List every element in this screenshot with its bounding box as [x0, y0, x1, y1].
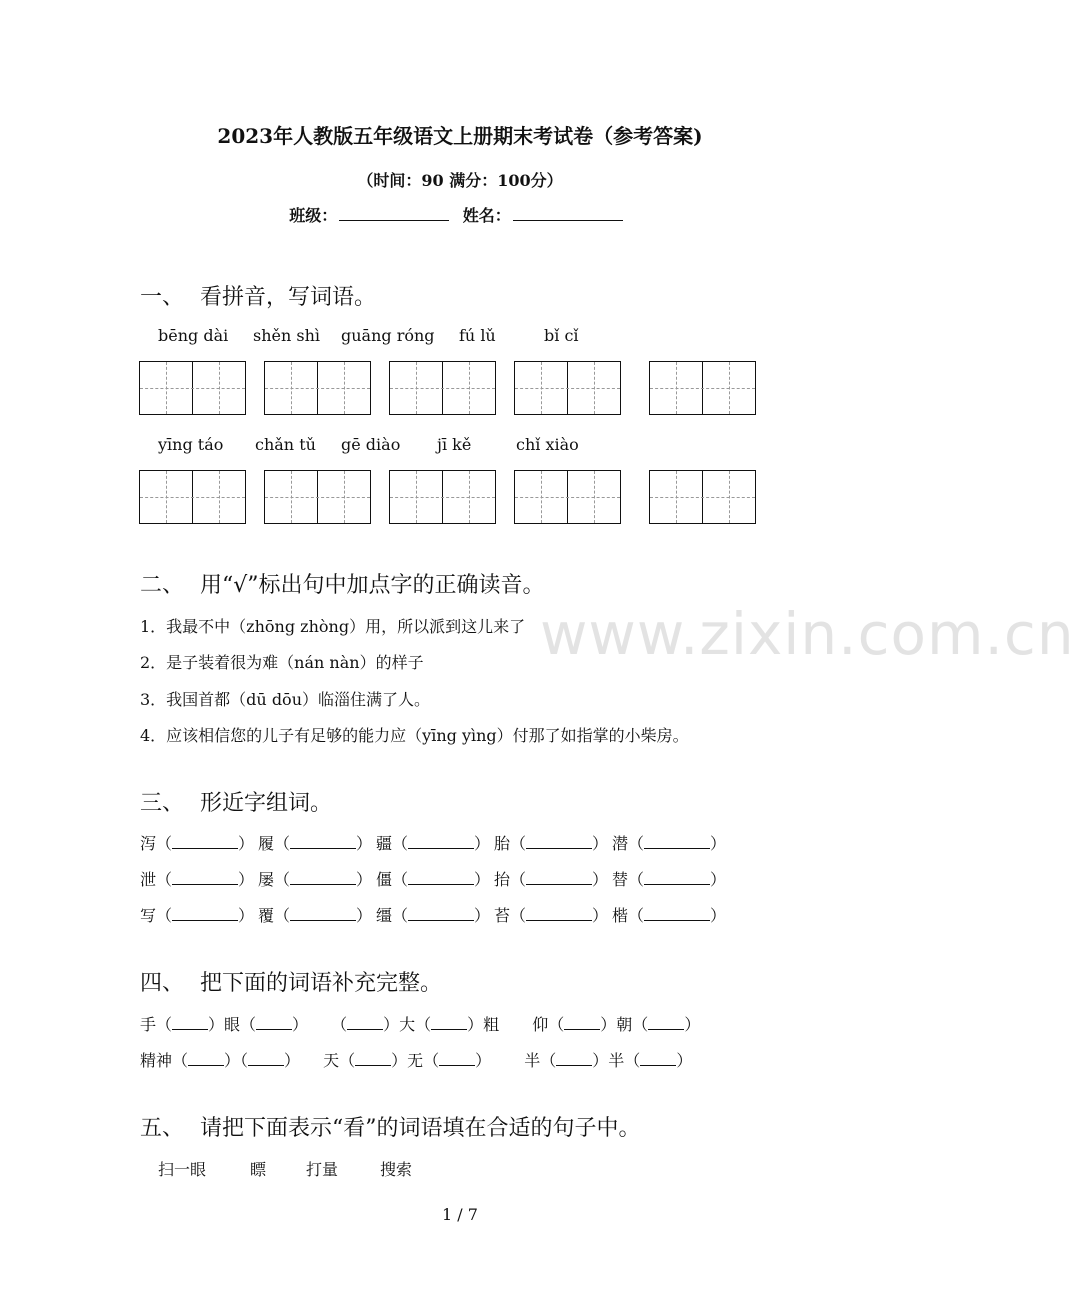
writing-box[interactable]	[514, 361, 621, 415]
answer-blank[interactable]	[172, 908, 238, 921]
idiom-text: ）	[292, 1015, 309, 1034]
question-item: 3．我国首都（dū dōu）临淄住满了人。	[140, 690, 430, 709]
char: 抬	[494, 870, 511, 889]
idiom-text: ）	[684, 1015, 701, 1034]
answer-blank[interactable]	[526, 836, 592, 849]
char: 胎	[494, 834, 511, 853]
exam-meta: （时间：90 满分：100分）	[357, 171, 563, 190]
answer-blank[interactable]	[640, 1053, 676, 1066]
answer-blank[interactable]	[347, 1017, 383, 1030]
watermark: www.zixin.com.cn	[540, 600, 1075, 668]
section1-title: 看拼音，写词语。	[200, 285, 377, 310]
idiom-text: 精神（	[140, 1051, 189, 1070]
idiom-text: ）（	[224, 1051, 249, 1070]
section3-number: 三、	[140, 791, 185, 816]
idiom-text: ）无（	[391, 1051, 440, 1070]
page-title: 2023年人教版五年级语文上册期末考试卷（参考答案)	[217, 124, 703, 148]
pinyin: shěn shì	[253, 326, 321, 345]
idiom-row	[140, 1048, 692, 1071]
char: 僵	[376, 870, 393, 889]
word-row: 写（ ） 覆（ ） 缰（ ） 苔（ ） 楷（ ）	[140, 906, 727, 925]
answer-blank[interactable]	[290, 836, 356, 849]
idiom-text: 天（	[323, 1051, 356, 1070]
page-number: 1 / 7	[442, 1205, 478, 1224]
answer-blank[interactable]	[648, 1017, 684, 1030]
section2-number: 二、	[140, 573, 185, 598]
idiom-text: （	[331, 1015, 348, 1034]
writing-box[interactable]	[389, 470, 496, 524]
writing-box[interactable]	[649, 470, 756, 524]
answer-blank[interactable]	[172, 836, 238, 849]
section2-heading	[140, 568, 545, 599]
section4-heading	[140, 966, 442, 997]
answer-blank[interactable]	[355, 1053, 391, 1066]
idiom-text: ）	[284, 1051, 301, 1070]
word-row: 泄（ ） 屡（ ） 僵（ ） 抬（ ） 替（ ）	[140, 870, 727, 889]
char: 潜	[612, 834, 629, 853]
pinyin: yīng táo	[158, 435, 224, 454]
answer-blank[interactable]	[290, 872, 356, 885]
idiom-text: ）半（	[592, 1051, 641, 1070]
writing-box[interactable]	[514, 470, 621, 524]
pinyin: bēng dài	[158, 326, 229, 345]
answer-blank[interactable]	[431, 1017, 467, 1030]
idiom-text: ）眼（	[208, 1015, 257, 1034]
word-bank-item: 搜索	[380, 1160, 413, 1179]
section3-heading	[140, 786, 332, 817]
answer-blank[interactable]	[644, 836, 710, 849]
pinyin: jī kě	[437, 435, 472, 454]
word-bank-item: 扫一眼	[158, 1160, 207, 1179]
char: 缰	[376, 906, 393, 925]
idiom-text: ）粗	[467, 1015, 500, 1034]
char: 覆	[258, 906, 275, 925]
writing-box[interactable]	[389, 361, 496, 415]
pinyin: chǎn tǔ	[255, 435, 316, 454]
answer-blank[interactable]	[526, 872, 592, 885]
writing-box[interactable]	[139, 470, 246, 524]
section4-number: 四、	[140, 971, 185, 996]
writing-box[interactable]	[649, 361, 756, 415]
section5-number: 五、	[140, 1116, 185, 1141]
writing-box[interactable]	[264, 470, 371, 524]
answer-blank[interactable]	[408, 872, 474, 885]
answer-blank[interactable]	[172, 872, 238, 885]
char: 泻	[140, 834, 157, 853]
char: 履	[258, 834, 275, 853]
pinyin: guāng róng	[341, 326, 435, 345]
answer-blank[interactable]	[256, 1017, 292, 1030]
idiom-text: 手（	[140, 1015, 173, 1034]
question-item: 2．是子装着很为难（nán nàn）的样子	[140, 653, 424, 672]
section1-heading	[140, 280, 376, 311]
idiom-text: ）	[676, 1051, 693, 1070]
answer-blank[interactable]	[526, 908, 592, 921]
answer-blank[interactable]	[248, 1053, 284, 1066]
section5-title: 请把下面表示“看”的词语填在合适的句子中。	[200, 1116, 641, 1141]
answer-blank[interactable]	[644, 872, 710, 885]
answer-blank[interactable]	[408, 836, 474, 849]
section4-title: 把下面的词语补充完整。	[200, 971, 443, 996]
char: 疆	[376, 834, 393, 853]
pinyin: gē diào	[341, 435, 401, 454]
char: 屡	[258, 870, 275, 889]
char: 写	[140, 906, 157, 925]
idiom-text: 半（	[524, 1051, 557, 1070]
question-item: 4．应该相信您的儿子有足够的能力应（yīng yìng）付那了如指掌的小柴房。	[140, 726, 689, 745]
char: 泄	[140, 870, 157, 889]
writing-box[interactable]	[139, 361, 246, 415]
idiom-text: ）	[475, 1051, 492, 1070]
section3-title: 形近字组词。	[200, 791, 333, 816]
answer-blank[interactable]	[439, 1053, 475, 1066]
class-blank	[339, 206, 449, 221]
section5-heading	[140, 1111, 641, 1142]
char: 楷	[612, 906, 629, 925]
answer-blank[interactable]	[644, 908, 710, 921]
class-label: 班级：	[289, 206, 338, 225]
writing-box[interactable]	[264, 361, 371, 415]
section1-number: 一、	[140, 285, 185, 310]
question-item: 1．我最不中（zhōng zhòng）用，所以派到这儿来了	[140, 617, 526, 636]
answer-blank[interactable]	[556, 1053, 592, 1066]
idiom-text: 仰（	[532, 1015, 565, 1034]
student-info	[0, 203, 920, 226]
name-blank	[513, 206, 623, 221]
answer-blank[interactable]	[172, 1017, 208, 1030]
pinyin: chǐ xiào	[516, 435, 579, 454]
pinyin: fú lǔ	[459, 326, 496, 345]
name-label: 姓名：	[462, 206, 511, 225]
word-row: 泻（ ） 履（ ） 疆（ ） 胎（ ） 潜（ ）	[140, 834, 727, 853]
idiom-row	[140, 1012, 700, 1035]
answer-blank[interactable]	[564, 1017, 600, 1030]
pinyin: bǐ cǐ	[544, 326, 579, 345]
char: 替	[612, 870, 629, 889]
idiom-text: ）朝（	[600, 1015, 649, 1034]
idiom-text: ）大（	[383, 1015, 432, 1034]
answer-blank[interactable]	[290, 908, 356, 921]
answer-blank[interactable]	[188, 1053, 224, 1066]
word-bank-item: 瞟	[250, 1160, 267, 1179]
answer-blank[interactable]	[408, 908, 474, 921]
word-bank-item: 打量	[306, 1160, 339, 1179]
char: 苔	[494, 906, 511, 925]
section2-title: 用“√”标出句中加点字的正确读音。	[200, 573, 545, 598]
